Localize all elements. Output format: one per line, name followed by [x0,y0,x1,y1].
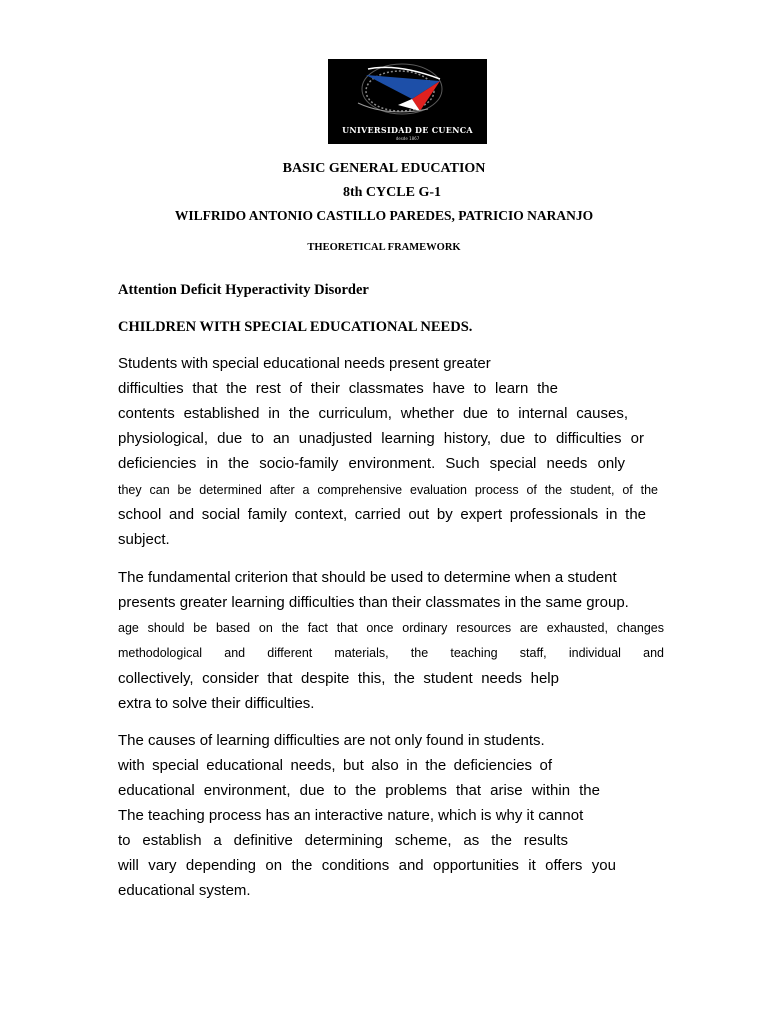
paragraph-line: age should be based on the fact that once ordinary resources are exhausted, changes [118,621,664,635]
paragraph-line: collectively, consider that despite this, the student needs help [118,670,559,687]
paragraph-line: educational system. [118,882,251,899]
paragraph-line: they can be determined after a comprehensive evaluation process of the student, of the [118,483,658,497]
header-authors: WILFRIDO ANTONIO CASTILLO PAREDES, PATRICIO NARANJO [174,208,594,223]
paragraph-line: The causes of learning difficulties are not only found in students. [118,732,545,749]
logo-motto: desde 1867 [395,136,420,141]
paragraph-line: to establish a definitive determining scheme, as the results [118,832,568,849]
university-logo [328,59,487,144]
logo-name: UNIVERSIDAD DE CUENCA [342,125,473,135]
header-program: BASIC GENERAL EDUCATION [282,161,486,176]
paragraph-line: methodological and different materials, the teaching staff, individual and [118,646,664,660]
paragraph-line: will vary depending on the conditions and opportunities it offers you [118,857,616,874]
paragraph-line: extra to solve their difficulties. [118,695,315,712]
paragraph-line: school and social family context, carried out by expert professionals in the [118,506,646,523]
section-title: CHILDREN WITH SPECIAL EDUCATIONAL NEEDS. [118,319,473,335]
header-subheading: THEORETICAL FRAMEWORK [307,242,461,253]
paragraph-line: deficiencies in the socio-family environment. Such special needs only [118,455,625,472]
header-cycle: 8th CYCLE G-1 [342,185,441,200]
paragraph-line: presents greater learning difficulties than their classmates in the same group. [118,594,629,611]
paragraph-line: difficulties that the rest of their classmates have to learn the [118,380,558,397]
topic-title: Attention Deficit Hyperactivity Disorder [118,282,369,298]
paragraph-line: subject. [118,531,170,548]
paragraph-line: The fundamental criterion that should be used to determine when a student [118,569,617,586]
paragraph-line: with special educational needs, but also in the deficiencies of [118,757,552,774]
paragraph-line: educational environment, due to the problems that arise within the [118,782,600,799]
paragraph-line: Students with special educational needs present greater [118,355,491,372]
paragraph-line: contents established in the curriculum, whether due to internal causes, [118,405,628,422]
paragraph-line: The teaching process has an interactive nature, which is why it cannot [118,807,584,824]
paragraph-line: physiological, due to an unadjusted learning history, due to difficulties or [118,430,644,447]
